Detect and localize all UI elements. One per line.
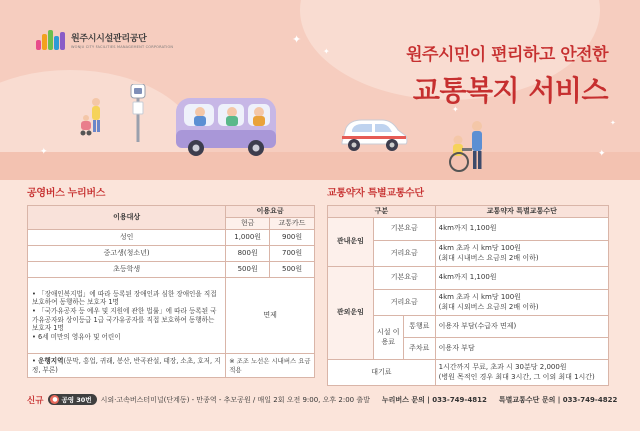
distance-fare-label: 거리요금 [373, 290, 435, 316]
brand-name: 원주시시설관리공단 [71, 34, 147, 44]
header-fare: 이용요금 [226, 206, 315, 218]
wheelchair-user-icon [444, 118, 490, 174]
fare-target: 성인 [28, 230, 226, 246]
special-transport-inquiry: 특별교통수단 문의 | 033-749-4822 [498, 395, 618, 404]
sparkle-icon: ✦ [610, 119, 616, 127]
exempt-item: • 6세 미만의 영유아 및 어린이 [32, 332, 121, 341]
parking-label: 주차료 [403, 338, 435, 360]
nuri-bus-fare-table [27, 205, 315, 378]
distance-fare-label: 거리요금 [373, 241, 435, 267]
in-city-label: 관내운임 [328, 218, 374, 267]
base-fare-label: 기본요금 [373, 267, 435, 290]
facility-fee-label: 시설 이용료 [373, 316, 403, 360]
special-transport-panel [327, 184, 609, 386]
header-service: 교통약자 특별교통수단 [435, 206, 608, 218]
bus-icon: ● [52, 396, 58, 403]
table-row [328, 360, 609, 386]
special-transport-van-icon [336, 112, 410, 154]
out-city-label: 관외운임 [328, 267, 374, 360]
table-row [328, 218, 609, 241]
header-division: 구분 [328, 206, 436, 218]
table-row [28, 246, 315, 262]
distance-fare-value: 4km 초과 시 km당 100원 (최대 시내버스 요금의 2배 이하) [435, 241, 608, 267]
exempt-item: • 「국가유공자 등 예우 및 지원에 관한 법률」에 따라 등록된 국가유공자와 상이등급 1급 국가유공자를 직접 보호하여 동행하는 보호자 1명 [32, 306, 217, 333]
exempt-list [28, 278, 226, 354]
nuri-bus-panel [27, 184, 315, 378]
header-target: 이용대상 [28, 206, 226, 230]
new-route-info: 시외·고속버스터미널(단계동) - 만종역 - 추모공원 / 매일 2회 오전 9:00, 오후 2:00 출발 [100, 395, 370, 404]
sparkle-icon: ✦ [452, 105, 459, 114]
logo-mark-icon [36, 30, 65, 50]
footer-bar [27, 391, 618, 408]
route-badge [48, 394, 96, 405]
brand-logo [36, 30, 173, 50]
headline-line2: 교통복지 서비스 [412, 74, 608, 107]
fare-target: 초등학생 [28, 262, 226, 278]
headline [406, 40, 608, 109]
family-stroller-icon [78, 96, 108, 138]
base-fare-value: 4km까지 1,100원 [435, 267, 608, 290]
special-transport-fare-table [327, 205, 609, 386]
table-row [28, 354, 315, 378]
exempt-item: • 「장애인복지법」에 따라 등록된 장애인과 심한 장애인을 직접 보호하여 동행하는 보호자 1명 [32, 289, 217, 307]
route-note: ※ 조조 노선은 시내버스 요금 적용 [226, 354, 315, 378]
fare-card: 900원 [270, 230, 315, 246]
fare-target: 중고생(청소년) [28, 246, 226, 262]
toll-label: 통행료 [403, 316, 435, 338]
distance-fare-value: 4km 초과 시 km당 100원 (최대 시외버스 요금의 2배 이하) [435, 290, 608, 316]
nuri-bus-inquiry: 누리버스 문의 | 033-749-4812 [381, 395, 487, 404]
fare-cash: 800원 [226, 246, 270, 262]
table-row [28, 262, 315, 278]
toll-value: 이용자 부담(수급자 면제) [435, 316, 608, 338]
road-band [0, 149, 640, 180]
base-fare-label: 기본요금 [373, 218, 435, 241]
fare-cash: 500원 [226, 262, 270, 278]
waiting-fee-value: 1시간까지 무료, 초과 시 30분당 2,000원 (병원 목적인 경우 최대 3시간, 그 이외 최대 1시간) [435, 360, 608, 386]
nuri-bus-icon [172, 92, 282, 160]
fare-card: 700원 [270, 246, 315, 262]
parking-value: 이용자 부담 [435, 338, 608, 360]
exempt-label: 면제 [226, 278, 315, 354]
sparkle-icon: ✦ [40, 147, 48, 157]
hero-banner [0, 0, 640, 180]
sparkle-icon: ✦ [598, 149, 606, 159]
fare-cash: 1,000원 [226, 230, 270, 246]
sparkle-icon: ✦ [292, 33, 302, 46]
headline-line1: 원주시민이 편리하고 안전한 [406, 45, 608, 65]
brand-name-english: WONJU CITY FACILITIES MANAGEMENT CORPORATION [71, 45, 174, 49]
special-transport-title: 교통약자 특별교통수단 [327, 188, 424, 199]
header-cash: 현금 [226, 218, 270, 230]
table-row [28, 278, 315, 354]
bus-stop-sign-icon [130, 84, 146, 144]
table-row [328, 267, 609, 290]
base-fare-value: 4km까지 1,100원 [435, 218, 608, 241]
nuri-bus-title: 공영버스 누리버스 [27, 188, 106, 199]
route-area: • 운행지역(문막, 흥업, 귀래, 봉산, 반곡관설, 태장, 소초, 호저, 지정, 부론) [28, 354, 226, 378]
header-card: 교통카드 [270, 218, 315, 230]
table-row [28, 230, 315, 246]
waiting-fee-label: 대기료 [328, 360, 436, 386]
fare-card: 500원 [270, 262, 315, 278]
route-title: 운행지역 [38, 356, 64, 365]
new-route-label: 신규 [27, 395, 44, 406]
route-badge-text: 공영 30번 [61, 396, 92, 404]
route-text: (문막, 흥업, 귀래, 봉산, 반곡관설, 태장, 소초, 호저, 지정, 부론) [32, 356, 221, 374]
sparkle-icon: ✦ [323, 47, 330, 56]
